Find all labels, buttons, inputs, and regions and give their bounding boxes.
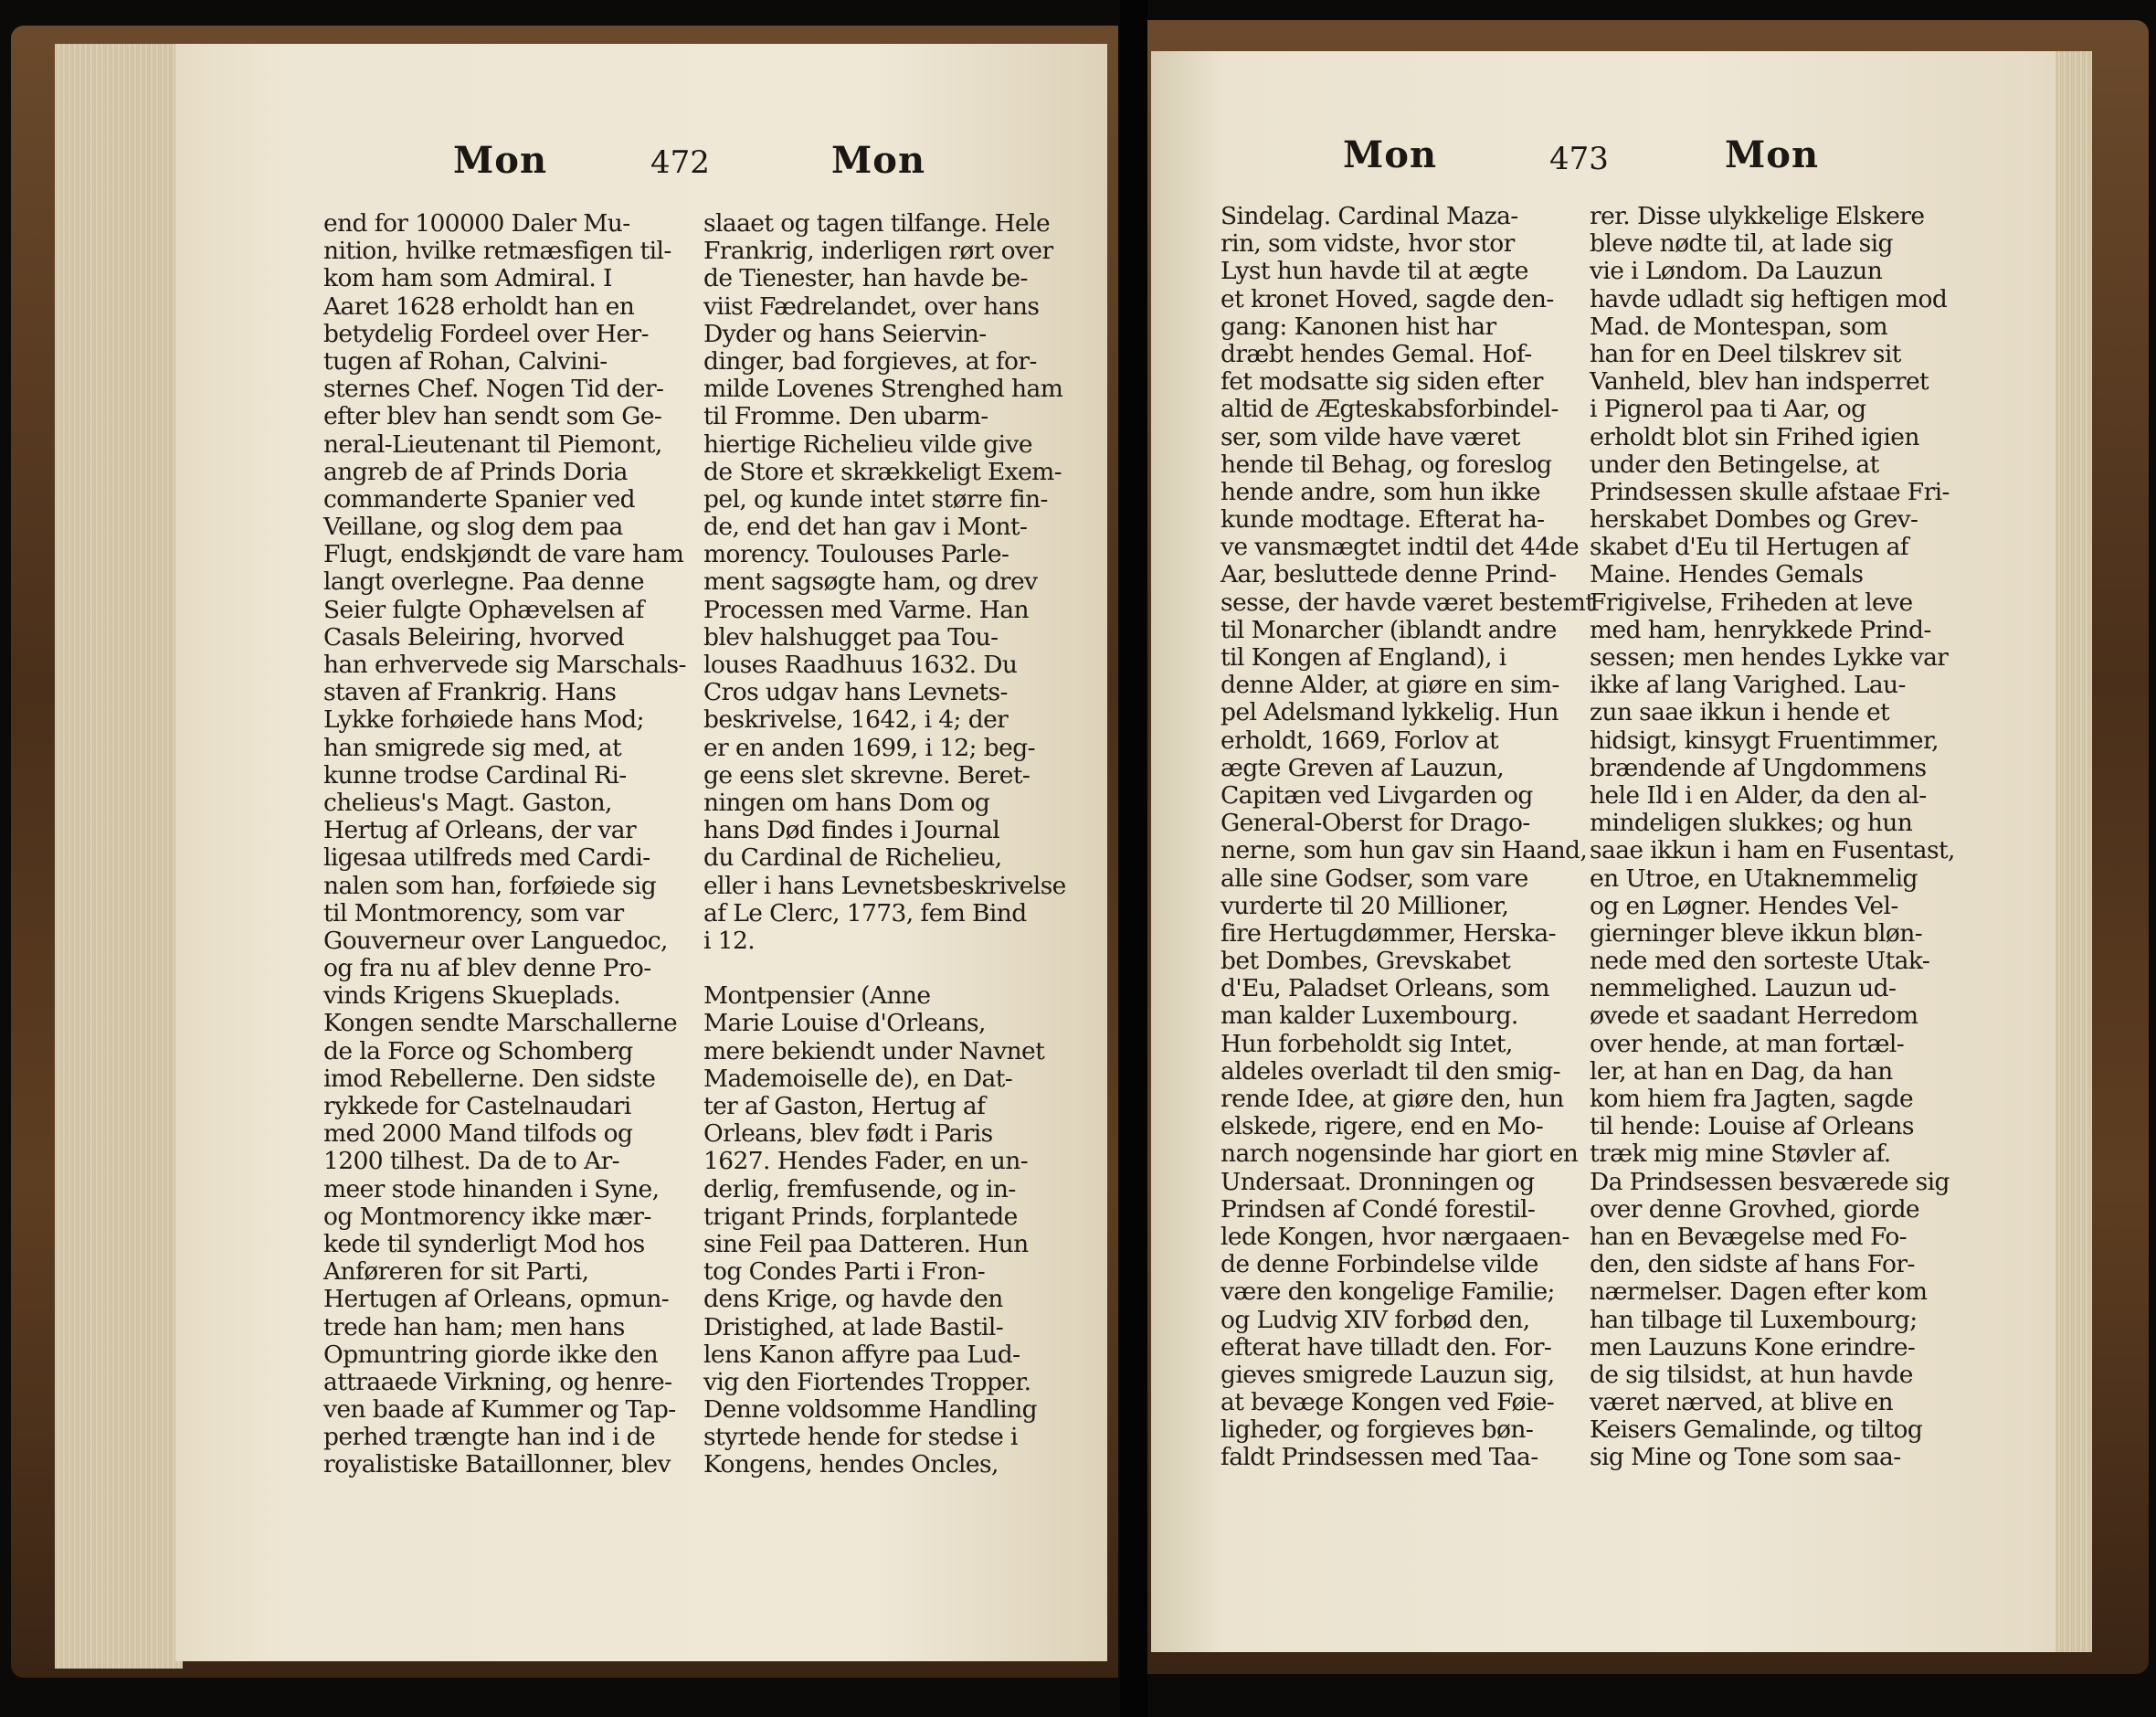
text-line: men Lauzuns Kone erindre- [1590,1332,1916,1362]
text-line: hende andre, som hun ikke [1221,477,1540,506]
text-line: neral-Lieutenant til Piemont, [323,429,662,459]
text-line: og Ludvig XIV forbød den, [1221,1305,1530,1334]
text-line: været nærved, at blive en [1590,1388,1894,1417]
text-line: Orleans, blev født i Paris [703,1119,993,1149]
text-line: Prindsen af Condé forestil- [1221,1194,1536,1224]
text-line: morency. Toulouses Parle- [703,540,1009,569]
text-line: Frigivelse, Friheden at leve [1590,588,1913,617]
text-line: bleve nødte til, at lade sig [1590,229,1893,259]
text-line: Anføreren for sit Parti, [323,1257,589,1287]
text-line: trigant Prinds, forplantede [703,1202,1018,1231]
text-line: fet modsatte sig siden efter [1221,367,1543,397]
text-line: gierninger bleve ikkun bløn- [1590,918,1923,948]
text-line: til Montmorency, som var [323,898,624,927]
text-line: Lyst hun havde til at ægte [1221,257,1528,286]
text-line: Denne voldsomme Handling [703,1395,1037,1425]
text-line: langt overlegne. Paa denne [323,567,644,597]
left-page-header-right-word: Mon [831,139,926,182]
text-line: hele Ild i en Alder, da den al- [1590,780,1927,810]
text-line: lens Kanon affyre paa Lud- [703,1340,1020,1369]
text-line: Cros udgav hans Levnets- [703,678,1008,707]
left-page-column-2 [703,209,1066,1479]
text-line: sig Mine og Tone som saa- [1590,1443,1901,1472]
text-line: denne Alder, at giøre en sim- [1221,671,1559,700]
text-line: erholdt, 1669, Forlov at [1221,726,1499,755]
text-line: brændende af Ungdommens [1590,753,1927,782]
text-line: over denne Grovhed, giorde [1590,1194,1920,1224]
text-line: Gouverneur over Languedoc, [323,926,668,955]
text-line: rende Idee, at giøre den, hun [1221,1085,1564,1113]
text-line: Undersaat. Dronningen og [1221,1167,1535,1196]
text-line: de, end det han gav i Mont- [703,513,1028,542]
text-line: tugen af Rohan, Calvini- [323,346,608,376]
text-line: Prindsessen skulle afstaae Fri- [1590,477,1950,506]
text-line: vurderte til 20 Millioner, [1221,891,1509,920]
text-line: havde udladt sig heftigen mod [1590,284,1948,313]
text-line: Maine. Hendes Gemals [1590,560,1864,589]
book-gutter [1120,0,1147,1717]
text-line: Kongens, hendes Oncles, [703,1450,999,1479]
text-line: sine Feil paa Datteren. Hun [703,1229,1029,1258]
text-line: nalen som han, forføiede sig [323,871,657,900]
text-line: vinds Krigens Skueplads. [323,981,620,1011]
text-line: mindeligen slukkes; og hun [1590,809,1913,838]
text-line: sesse, der havde været bestemt [1221,588,1595,617]
text-line: træk mig mine Støvler af. [1590,1139,1891,1169]
text-line: commanderte Spanier ved [323,484,636,514]
text-line: kom hiem fra Jagten, sagde [1590,1085,1914,1113]
right-page-column-1 [1221,202,1595,1472]
text-line: gieves smigrede Lauzun sig, [1221,1360,1555,1389]
left-page [175,44,1107,1661]
text-line: Marie Louise d'Orleans, [703,1009,986,1038]
text-line: 1200 tilhest. Da de to Ar- [323,1147,620,1176]
text-line: Mademoiselle de), en Dat- [703,1064,1013,1093]
text-line: alle sine Godser, som vare [1221,864,1528,893]
text-line: beskrivelse, 1642, i 4; der [703,705,1009,735]
text-line: Hun forbeholdt sig Intet, [1221,1029,1513,1058]
text-line: han erhvervede sig Marschals- [323,651,686,679]
text-line: Mad. de Montespan, som [1590,312,1888,341]
text-line: kunde modtage. Efterat ha- [1221,505,1545,535]
text-line: under den Betingelse, at [1590,450,1879,479]
text-line: perhed trængte han ind i de [323,1423,656,1452]
text-line: de Store et skrækkeligt Exem- [703,457,1062,486]
text-line: dræbt hendes Gemal. Hof- [1221,339,1532,368]
text-line: de denne Forbindelse vilde [1221,1250,1538,1279]
left-page-column-1 [323,209,686,1479]
text-line: pel, og kunde intet større fin- [703,484,1048,514]
text-line: et kronet Hoved, sagde den- [1221,284,1554,313]
text-line: nerne, som hun gav sin Haand, [1221,836,1588,865]
text-line: louses Raadhuus 1632. Du [703,651,1018,679]
text-line: rykkede for Castelnaudari [323,1092,631,1120]
text-line: meer stode hinanden i Syne, [323,1174,660,1203]
text-line: de la Force og Schomberg [323,1036,633,1065]
text-line: ment sagsøgte ham, og drev [703,567,1038,597]
right-page-edges [2056,51,2092,1652]
right-page-header-right-word: Mon [1725,133,1820,176]
text-line: Flugt, endskjøndt de vare ham [323,540,684,569]
text-line: mere bekiendt under Navnet [703,1036,1045,1065]
text-line: Opmuntring giorde ikke den [323,1340,659,1369]
text-line: nemmelighed. Lauzun ud- [1590,974,1897,1003]
text-line: hans Død findes i Journal [703,816,1000,845]
text-line: dens Krige, og havde den [703,1285,1003,1314]
text-line: hiertige Richelieu vilde give [703,429,1032,459]
text-line: til hende: Louise af Orleans [1590,1112,1914,1141]
right-page-number: 473 [1549,141,1609,177]
text-line: over hende, at man fortæl- [1590,1029,1905,1058]
text-line: og Montmorency ikke mær- [323,1202,651,1231]
text-line: Sindelag. Cardinal Maza- [1221,202,1518,230]
text-line: gang: Kanonen hist har [1221,312,1496,341]
text-line: derlig, fremfusende, og in- [703,1174,1016,1203]
text-line: kede til synderligt Mod hos [323,1229,645,1258]
text-line: ægte Greven af Lauzun, [1221,753,1505,782]
text-line: zun saae ikkun i hende et [1590,698,1890,727]
text-line: betydelig Fordeel over Her- [323,319,649,348]
text-line: ven baade af Kummer og Tap- [323,1395,676,1425]
text-line: du Cardinal de Richelieu, [703,843,1002,873]
text-line: imod Rebellerne. Den sidste [323,1064,656,1093]
text-line: Montpensier (Anne [703,981,931,1011]
text-line: Dyder og hans Seiervin- [703,319,987,348]
text-line: han for en Deel tilskrev sit [1590,339,1901,368]
text-line [703,955,1051,982]
text-line: til Kongen af England), i [1221,643,1506,672]
text-line: i Pignerol paa ti Aar, og [1590,395,1866,424]
text-line: sessen; men hendes Lykke var [1590,643,1949,672]
right-page-column-2 [1590,202,1955,1472]
text-line: slaaet og tagen tilfange. Hele [703,209,1051,238]
text-line: General-Oberst for Drago- [1221,809,1530,838]
text-line: Lykke forhøiede hans Mod; [323,705,644,735]
text-line: Aar, besluttede denne Prind- [1221,560,1557,589]
text-line: Capitæn ved Livgarden og [1221,780,1533,810]
text-line: 1627. Hendes Fader, en un- [703,1147,1029,1176]
text-line: ikke af lang Varighed. Lau- [1590,671,1906,700]
text-line: blev halshugget paa Tou- [703,622,999,652]
text-line: dinger, bad forgieves, at for- [703,346,1037,376]
text-line: med ham, henrykkede Prind- [1590,615,1931,644]
text-line: nede med den sorteste Utak- [1590,947,1930,976]
text-line: fire Hertugdømmer, Herska- [1221,918,1556,948]
text-line: Processen med Varme. Han [703,595,1029,624]
text-line: ve vansmægtet indtil det 44de [1221,533,1580,562]
text-line: angreb de af Prinds Doria [323,457,628,486]
text-line: i 12. [703,926,756,955]
text-line: man kalder Luxembourg. [1221,1002,1518,1031]
left-page-number: 472 [650,144,710,181]
text-line: de sig tilsidst, at hun havde [1590,1360,1913,1389]
text-line: den, den sidste af hans For- [1590,1250,1915,1279]
text-line: vig den Fiortendes Tropper. [703,1367,1031,1396]
text-line: Kongen sendte Marschallerne [323,1009,678,1038]
text-line: efter blev han sendt som Ge- [323,402,662,431]
text-line: og fra nu af blev denne Pro- [323,954,651,983]
text-line: Seier fulgte Ophævelsen af [323,595,644,624]
text-line: pel Adelsmand lykkelig. Hun [1221,698,1559,727]
text-line: ler, at han en Dag, da han [1590,1056,1893,1086]
text-line: ligesaa utilfreds med Cardi- [323,843,650,873]
text-line: lede Kongen, hvor nærgaaen- [1221,1222,1569,1251]
text-line: og en Løgner. Hendes Vel- [1590,891,1898,920]
text-line: vie i Løndom. Da Lauzun [1590,257,1883,286]
text-line: trede han ham; men hans [323,1312,625,1341]
text-line: saae ikkun i ham en Fusentast, [1590,836,1955,865]
text-line: attraaede Virkning, og henre- [323,1367,672,1396]
text-line: d'Eu, Paladset Orleans, som [1221,974,1549,1003]
text-line: til Monarcher (iblandt andre [1221,615,1557,644]
text-line: Aaret 1628 erholdt han en [323,291,635,321]
text-line: de Tienester, han havde be- [703,264,1028,293]
text-line: elskede, rigere, end en Mo- [1221,1112,1544,1141]
text-line: altid de Ægteskabsforbindel- [1221,395,1559,424]
text-line: kunne trodse Cardinal Ri- [323,760,627,790]
text-line: Da Prindsessen besværede sig [1590,1167,1950,1196]
text-line: han en Bevægelse med Fo- [1590,1222,1908,1251]
right-page-header-left-word: Mon [1343,133,1438,176]
text-line: efterat have tilladt den. For- [1221,1332,1552,1362]
text-line: af Le Clerc, 1773, fem Bind [703,898,1027,927]
text-line: Casals Beleiring, hvorved [323,622,625,652]
text-line: skabet d'Eu til Hertugen af [1590,533,1909,562]
text-line: hidsigt, kinsygt Fruentimmer, [1590,726,1939,755]
text-line: Keisers Gemalinde, og tiltog [1590,1415,1923,1445]
text-line: chelieus's Magt. Gaston, [323,788,612,817]
text-line: Veillane, og slog dem paa [323,513,623,542]
text-line: en Utroe, en Utaknemmelig [1590,864,1918,893]
text-line: sternes Chef. Nogen Tid der- [323,375,664,404]
text-line: end for 100000 Daler Mu- [323,209,630,238]
text-line: er en anden 1699, i 12; beg- [703,733,1035,762]
text-line: ligheder, og forgieves bøn- [1221,1415,1534,1445]
text-line: nition, hvilke retmæsfigen til- [323,237,671,266]
text-line: narch nogensinde har giort en [1221,1139,1579,1169]
text-line: rer. Disse ulykkelige Elskere [1590,202,1925,230]
text-line: styrtede hende for stedse i [703,1423,1018,1452]
text-line: eller i hans Levnetsbeskrivelse [703,871,1066,900]
text-line: staven af Frankrig. Hans [323,678,617,707]
text-line: han smigrede sig med, at [323,733,622,762]
text-line: med 2000 Mand tilfods og [323,1119,633,1149]
text-line: erholdt blot sin Frihed igien [1590,422,1919,451]
left-page-header-left-word: Mon [453,139,548,182]
text-line: være den kongelige Familie; [1221,1277,1555,1307]
text-line: ge eens slet skrevne. Beret- [703,760,1030,790]
text-line: Hertugen af Orleans, opmun- [323,1285,670,1314]
text-line: øvede et saadant Herredom [1590,1002,1918,1031]
text-line: hende til Behag, og foreslog [1221,450,1552,479]
text-line: Vanheld, blev han indsperret [1590,367,1929,397]
text-line: viist Fædrelandet, over hans [703,291,1040,321]
text-line: Hertug af Orleans, der var [323,816,637,845]
text-line: ser, som vilde have været [1221,422,1520,451]
text-line: royalistiske Bataillonner, blev [323,1450,671,1479]
text-line: milde Lovenes Strenghed ham [703,375,1063,404]
text-line: at bevæge Kongen ved Føie- [1221,1388,1555,1417]
text-line: herskabet Dombes og Grev- [1590,505,1918,535]
text-line: Frankrig, inderligen rørt over [703,237,1053,266]
text-line: Dristighed, at lade Bastil- [703,1312,1004,1341]
text-line: bet Dombes, Grevskabet [1221,947,1511,976]
left-page-edges [55,44,183,1669]
text-line: faldt Prindsessen med Taa- [1221,1443,1538,1472]
right-page [1151,51,2056,1652]
text-line: aldeles overladt til den smig- [1221,1056,1560,1086]
text-line: tog Condes Parti i Fron- [703,1257,986,1287]
text-line: han tilbage til Luxembourg; [1590,1305,1918,1334]
text-line: ningen om hans Dom og [703,788,990,817]
text-line: til Fromme. Den ubarm- [703,402,988,431]
text-line: kom ham som Admiral. I [323,264,612,293]
text-line: ter af Gaston, Hertug af [703,1092,986,1120]
text-line: nærmelser. Dagen efter kom [1590,1277,1928,1307]
text-line: rin, som vidste, hvor stor [1221,229,1515,259]
